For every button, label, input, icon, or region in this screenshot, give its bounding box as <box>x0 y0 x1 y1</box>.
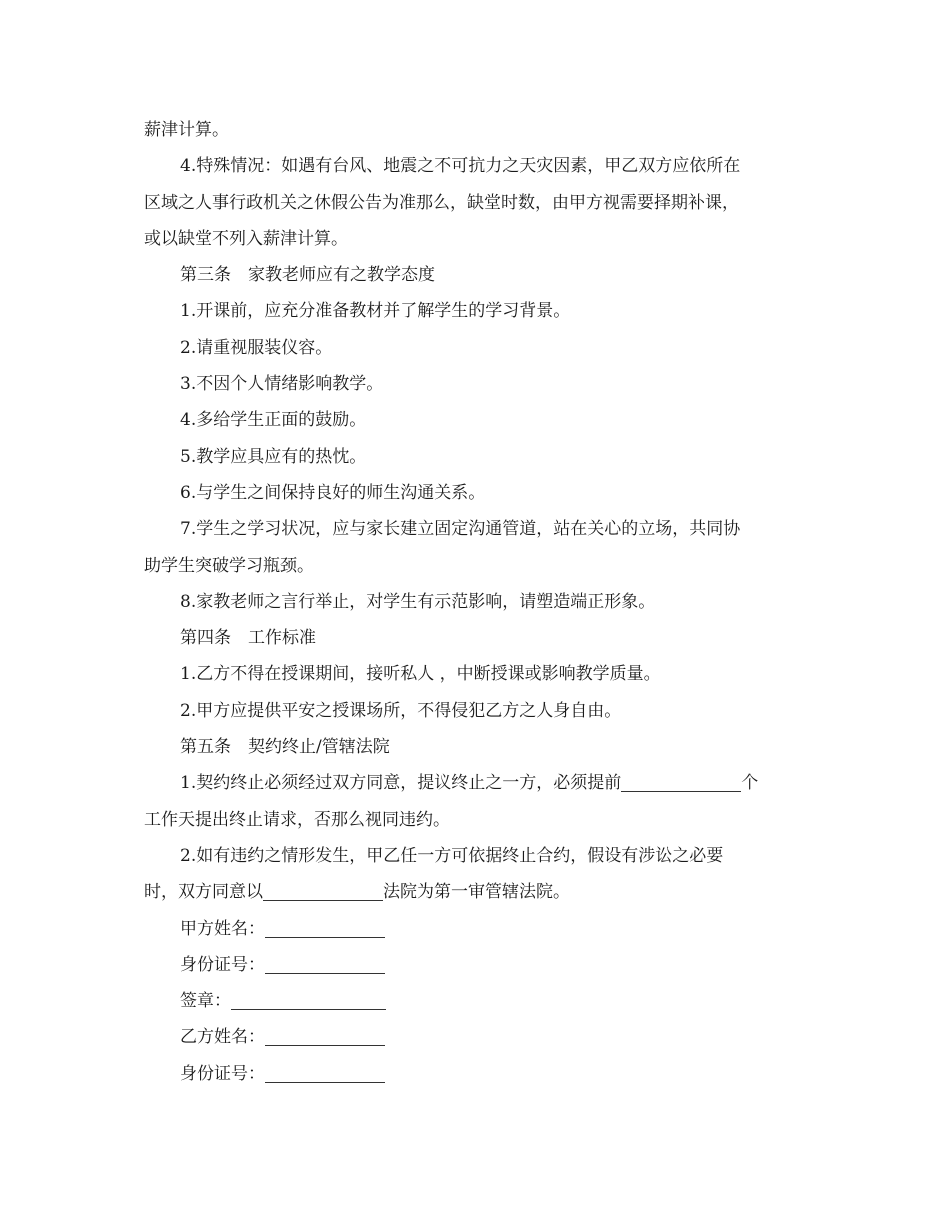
fill-blank <box>265 1062 385 1083</box>
list-item: 4.多给学生正面的鼓励。 <box>180 410 367 431</box>
signature-field <box>144 1056 809 1092</box>
paragraph-line: 4.特殊情况：如遇有台风、地震之不可抗力之天灾因素，甲乙双方应依所在 <box>180 156 741 177</box>
paragraph-line: 区域之人事行政机关之休假公告为准那么，缺堂时数，由甲方视需要择期补课， <box>144 192 739 213</box>
fill-blank <box>265 1025 385 1046</box>
list-item: 5.教学应具应有的热忱。 <box>180 446 367 467</box>
field-label: 签章： <box>180 991 231 1012</box>
signature-field <box>144 947 809 983</box>
list-item: 2.请重视服装仪容。 <box>180 337 333 358</box>
fill-blank <box>265 953 385 974</box>
signature-field <box>144 911 809 947</box>
field-label: 身份证号： <box>180 954 265 975</box>
contract-body <box>144 112 809 1092</box>
signature-field <box>144 1019 809 1055</box>
field-label: 乙方姓名： <box>180 1027 265 1048</box>
paragraph-text: 个 <box>741 773 759 794</box>
list-item: 6.与学生之间保持良好的师生沟通关系。 <box>180 482 486 503</box>
fill-blank <box>231 989 386 1010</box>
paragraph-line: 或以缺堂不列入薪津计算。 <box>144 228 348 249</box>
list-item: 2.甲方应提供平安之授课场所，不得侵犯乙方之人身自由。 <box>180 700 622 721</box>
signature-field <box>144 983 809 1019</box>
list-item: 8.家教老师之言行举止，对学生有示范影响，请塑造端正形象。 <box>180 591 656 612</box>
list-item: 1.乙方不得在授课期间，接听私人 ，中断授课或影响教学质量。 <box>180 664 661 685</box>
paragraph-text: 法院为第一审管辖法院。 <box>383 882 570 903</box>
field-label: 身份证号： <box>180 1063 265 1084</box>
fill-blank <box>265 917 385 938</box>
paragraph-line: 工作天提出终止请求，否那么视同违约。 <box>144 809 450 830</box>
paragraph-line: 助学生突破学习瓶颈。 <box>144 555 314 576</box>
paragraph-text: 时，双方同意以 <box>144 882 263 903</box>
section-heading: 第三条 家教老师应有之教学态度 <box>180 265 435 286</box>
list-item: 7.学生之学习状况，应与家长建立固定沟通管道，站在关心的立场，共同协 <box>180 519 741 540</box>
list-item: 1.开课前，应充分准备教材并了解学生的学习背景。 <box>180 301 571 322</box>
section-heading: 第五条 契约终止/管辖法院 <box>180 737 390 758</box>
paragraph-text: 1.契约终止必须经过双方同意，提议终止之一方，必须提前 <box>180 773 622 794</box>
field-label: 甲方姓名： <box>180 918 265 939</box>
section-heading: 第四条 工作标准 <box>180 628 316 649</box>
fill-blank <box>263 880 383 901</box>
list-item: 2.如有违约之情形发生，甲乙任一方可依据终止合约，假设有涉讼之必要 <box>180 845 724 866</box>
list-item <box>144 765 809 801</box>
fill-blank <box>621 771 741 792</box>
paragraph-line <box>144 874 809 910</box>
paragraph-line: 薪津计算。 <box>144 120 229 140</box>
list-item: 3.不因个人情绪影响教学。 <box>180 374 384 395</box>
